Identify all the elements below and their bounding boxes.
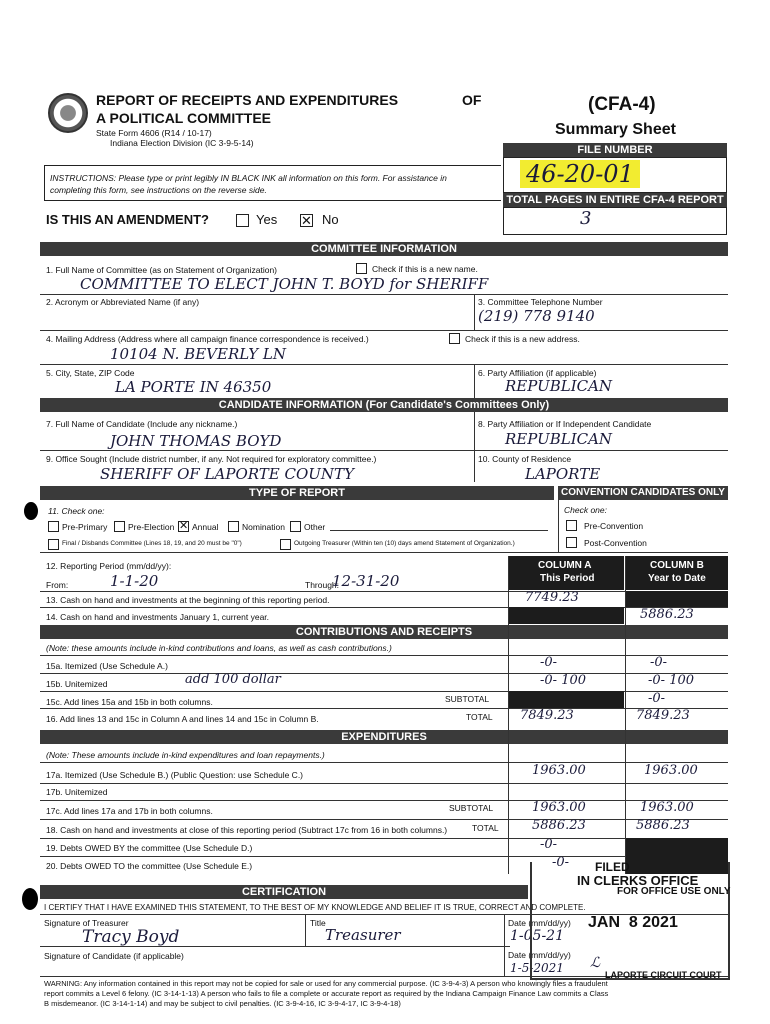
- file-number-band: FILE NUMBER: [503, 143, 727, 157]
- line-19-column-b-shaded: [626, 838, 728, 856]
- summary-title: Summary Sheet: [555, 121, 676, 138]
- divider: [305, 914, 306, 946]
- form-division: Indiana Election Division (IC 3-9-5-14): [110, 138, 254, 148]
- other-label: Other: [304, 522, 326, 532]
- line-18-total: TOTAL: [472, 823, 499, 833]
- nomination-checkbox[interactable]: [228, 521, 239, 532]
- stamp-court-name: LAPORTE CIRCUIT COURT: [605, 970, 722, 980]
- line-19-column-a[interactable]: -0-: [540, 837, 558, 852]
- divider: [474, 412, 475, 482]
- phone-value[interactable]: (219) 778 9140: [478, 307, 595, 325]
- date-2-value[interactable]: 1-5-2021: [510, 961, 564, 975]
- pre-convention-checkbox[interactable]: [566, 520, 577, 531]
- candidate-name-value[interactable]: JOHN THOMAS BOYD: [110, 432, 282, 450]
- new-address-label: Check if this is a new address.: [465, 334, 580, 344]
- line-15b-note: add 100 dollar: [185, 672, 281, 687]
- form-subtitle: A POLITICAL COMMITTEE: [96, 110, 271, 126]
- rule: [40, 450, 728, 451]
- file-number-value: 46-20-01: [520, 160, 640, 188]
- contributions-note: (Note: these amounts include in-kind contributions and loans, as well as cash contributions.): [46, 643, 392, 653]
- new-name-checkbox[interactable]: [356, 263, 367, 274]
- line-15a-label: 15a. Itemized (Use Schedule A.): [46, 661, 168, 671]
- line-15a-column-a[interactable]: -0-: [540, 655, 558, 670]
- office-sought-value[interactable]: SHERIFF OF LAPORTE COUNTY: [100, 465, 354, 483]
- line-17c-column-b[interactable]: 1963.00: [640, 800, 694, 815]
- line-15b-column-a[interactable]: -0- 100: [540, 673, 587, 688]
- form-code: (CFA-4): [588, 94, 656, 115]
- stamp-date: JAN 8 2021: [588, 914, 678, 931]
- final-disbands-checkbox[interactable]: [48, 539, 59, 550]
- column-b-sublabel: Year to Date: [648, 573, 706, 584]
- line-16-column-b[interactable]: 7849.23: [636, 708, 690, 723]
- expenditures-note: (Note: These amounts include in-kind expenditures and loan repayments.): [46, 750, 325, 760]
- line-14-column-a-shaded: [508, 607, 624, 624]
- line-17a-column-b[interactable]: 1963.00: [644, 763, 698, 778]
- new-name-label: Check if this is a new name.: [372, 264, 478, 274]
- certification-statement: I CERTIFY THAT I HAVE EXAMINED THIS STATEMENT, TO THE BEST OF MY KNOWLEDGE AND BELIEF IT IS TRUE, CORRECT AND COMPLETE.: [44, 903, 586, 912]
- line-15c-column-b[interactable]: -0-: [648, 691, 666, 706]
- city-state-zip-value[interactable]: LA PORTE IN 46350: [115, 378, 272, 396]
- outgoing-treasurer-checkbox[interactable]: [280, 539, 291, 550]
- state-seal-icon: [48, 93, 88, 133]
- line-15c-label: 15c. Add lines 15a and 15b in both columns.: [46, 697, 213, 707]
- mailing-address-value[interactable]: 10104 N. BEVERLY LN: [110, 345, 286, 363]
- form-title-of: OF: [462, 92, 482, 108]
- form-number: State Form 4606 (R14 / 10-17): [96, 128, 212, 138]
- post-convention-checkbox[interactable]: [566, 537, 577, 548]
- annual-checkbox[interactable]: ✕: [179, 520, 189, 532]
- rule: [40, 946, 510, 947]
- line-15c-subtotal: SUBTOTAL: [445, 694, 490, 704]
- line-13-label: 13. Cash on hand and investments at the beginning of this reporting period.: [46, 595, 330, 605]
- line-20-column-a[interactable]: -0-: [552, 855, 570, 870]
- stamp-signature-mark: ℒ: [590, 955, 601, 971]
- line-17c-subtotal: SUBTOTAL: [449, 803, 494, 813]
- line-20-label: 20. Debts OWED TO the committee (Use Schedule E.): [46, 861, 253, 871]
- mailing-address-label: 4. Mailing Address (Address where all campaign finance correspondence is received.): [46, 334, 369, 344]
- title-label: Title: [310, 918, 326, 928]
- title-value[interactable]: Treasurer: [325, 926, 401, 944]
- through-label: Through:: [305, 580, 340, 590]
- total-pages-value: 3: [580, 208, 592, 229]
- line-16-label: 16. Add lines 13 and 15c in Column A and lines 14 and 15c in Column B.: [46, 714, 319, 724]
- office-sought-label: 9. Office Sought (Include district number, if any. Not required for exploratory committee.): [46, 454, 377, 464]
- line-16-column-a[interactable]: 7849.23: [520, 708, 574, 723]
- stamp-filed-text: FILED: [595, 860, 630, 874]
- candidate-party-value[interactable]: REPUBLICAN: [505, 430, 613, 448]
- pre-election-checkbox[interactable]: [114, 521, 125, 532]
- reporting-period-label: 12. Reporting Period (mm/dd/yy):: [46, 561, 172, 571]
- hole-punch-icon: [22, 888, 38, 910]
- instructions-text: INSTRUCTIONS: Please type or print legibly IN BLACK INK all information on this form. For assistance in completing this form, see instructions on the reverse side.: [50, 173, 447, 195]
- county-value[interactable]: LAPORTE: [525, 465, 601, 483]
- line-14-column-b[interactable]: 5886.23: [640, 607, 694, 622]
- nomination-label: Nomination: [242, 522, 285, 532]
- expenditures-band: EXPENDITURES: [40, 730, 728, 744]
- phone-label: 3. Committee Telephone Number: [478, 297, 603, 307]
- divider: [474, 294, 475, 330]
- rule: [40, 552, 728, 553]
- line-19-label: 19. Debts OWED BY the committee (Use Schedule D.): [46, 843, 253, 853]
- rule: [40, 364, 728, 365]
- line-18-label: 18. Cash on hand and investments at close of this reporting period (Subtract 17c from 16 in both columns.): [46, 825, 448, 835]
- amendment-yes-checkbox[interactable]: [236, 214, 249, 227]
- new-address-checkbox[interactable]: [449, 333, 460, 344]
- committee-name-label: 1. Full Name of Committee (as on Statement of Organization): [46, 265, 278, 275]
- line-14-label: 14. Cash on hand and investments January 1, current year.: [46, 612, 270, 622]
- pre-primary-checkbox[interactable]: [48, 521, 59, 532]
- annual-label: Annual: [192, 522, 219, 532]
- line-15b-label: 15b. Unitemized: [46, 679, 108, 689]
- column-a-sublabel: This Period: [540, 573, 595, 584]
- rule: [330, 530, 548, 531]
- line-13-column-b-shaded: [626, 591, 728, 607]
- amendment-no-checkbox[interactable]: ✕: [301, 213, 312, 228]
- pre-convention-label: Pre-Convention: [584, 521, 644, 531]
- line-18-column-b[interactable]: 5886.23: [636, 818, 690, 833]
- divider: [504, 914, 505, 976]
- line-18-column-a[interactable]: 5886.23: [532, 818, 586, 833]
- hole-punch-icon: [24, 502, 38, 520]
- divider: [508, 556, 509, 874]
- candidate-signature-label: Signature of Candidate (if applicable): [44, 951, 184, 961]
- date-1-value[interactable]: 1-05-21: [510, 928, 564, 944]
- other-checkbox[interactable]: [290, 521, 301, 532]
- line-15c-column-a-shaded: [508, 691, 624, 708]
- convention-check-one: Check one:: [564, 505, 607, 515]
- acronym-label: 2. Acronym or Abbreviated Name (if any): [46, 297, 200, 307]
- committee-info-band: COMMITTEE INFORMATION: [40, 242, 728, 256]
- treasurer-signature-label: Signature of Treasurer: [44, 918, 129, 928]
- stamp-office-use: FOR OFFICE USE ONLY: [617, 886, 731, 897]
- line-17a-column-a[interactable]: 1963.00: [532, 763, 586, 778]
- line-13-column-a[interactable]: 7749.23: [525, 590, 579, 605]
- warning-text: WARNING: Any information contained in this report may not be copied for sale or used for any commercial purpose. (IC 3-9-4-3) A person who knowingly files a fraudulent report commits a Level 6 felony. (IC 3-14-1-13) A person who fails to file a complete or accurate report as required by the Indiana Campaign Finance Law commits a Class B misdemeanor. (IC 3-14-1-14) and may be subject to civil penalties. (IC 3-9-4-16, IC 3-9-4-17, IC 3-9-4-18): [44, 979, 609, 1008]
- candidate-info-band: CANDIDATE INFORMATION (For Candidate's Committees Only): [40, 398, 728, 412]
- candidate-name-label: 7. Full Name of Candidate (Include any nickname.): [46, 419, 238, 429]
- from-label: From:: [46, 580, 69, 590]
- divider: [558, 500, 559, 552]
- final-disbands-label: Final / Disbands Committee (Lines 18, 19, and 20 must be "0"): [62, 540, 242, 547]
- divider: [474, 364, 475, 398]
- total-pages-band: TOTAL PAGES IN ENTIRE CFA-4 REPORT: [503, 193, 727, 207]
- from-date-value[interactable]: 1-1-20: [110, 572, 159, 590]
- line-15a-column-b[interactable]: -0-: [650, 655, 668, 670]
- stamp-clerks-office: IN CLERKS OFFICE: [577, 873, 699, 888]
- pre-election-label: Pre-Election: [128, 522, 175, 532]
- check-one-label: 11. Check one:: [48, 506, 105, 516]
- line-17a-label: 17a. Itemized (Use Schedule B.) (Public Question: use Schedule C.): [46, 770, 304, 780]
- through-date-value[interactable]: 12-31-20: [332, 572, 400, 590]
- total-pages-box: [503, 207, 727, 235]
- amendment-yes-label: Yes: [256, 212, 278, 227]
- line-17c-column-a[interactable]: 1963.00: [532, 800, 586, 815]
- treasurer-signature[interactable]: Tracy Boyd: [82, 927, 180, 947]
- line-15b-column-b[interactable]: -0- 100: [648, 673, 695, 688]
- convention-band: CONVENTION CANDIDATES ONLY: [558, 486, 728, 500]
- date-1-label: Date (mm/dd/yy): [508, 918, 571, 928]
- certification-band: CERTIFICATION: [40, 885, 528, 899]
- column-a-label: COLUMN A: [538, 560, 592, 571]
- amendment-no-label: No: [322, 212, 339, 227]
- county-label: 10. County of Residence: [478, 454, 572, 464]
- city-state-zip-label: 5. City, State, ZIP Code: [46, 368, 135, 378]
- rule: [40, 330, 728, 331]
- type-of-report-band: TYPE OF REPORT: [40, 486, 554, 500]
- column-b-label: COLUMN B: [650, 560, 704, 571]
- candidate-party-label: 8. Party Affiliation or If Independent Candidate: [478, 419, 652, 429]
- party-affiliation-label: 6. Party Affiliation (if applicable): [478, 368, 597, 378]
- post-convention-label: Post-Convention: [584, 538, 647, 548]
- line-17c-label: 17c. Add lines 17a and 17b in both columns.: [46, 806, 213, 816]
- pre-primary-label: Pre-Primary: [62, 522, 108, 532]
- form-title: REPORT OF RECEIPTS AND EXPENDITURES: [96, 92, 399, 108]
- divider: [625, 556, 626, 874]
- line-17b-label: 17b. Unitemized: [46, 787, 108, 797]
- amendment-question: IS THIS AN AMENDMENT?: [46, 212, 209, 227]
- rule: [40, 294, 728, 295]
- date-2-label: Date (mm/dd/yy): [508, 950, 571, 960]
- line-16-total: TOTAL: [466, 712, 493, 722]
- contributions-band: CONTRIBUTIONS AND RECEIPTS: [40, 625, 728, 639]
- party-affiliation-value[interactable]: REPUBLICAN: [505, 377, 613, 395]
- outgoing-treasurer-label: Outgoing Treasurer (Within ten (10) days amend Statement of Organization.): [294, 540, 515, 547]
- committee-name-value[interactable]: COMMITTEE TO ELECT JOHN T. BOYD for SHERIFF: [80, 275, 489, 293]
